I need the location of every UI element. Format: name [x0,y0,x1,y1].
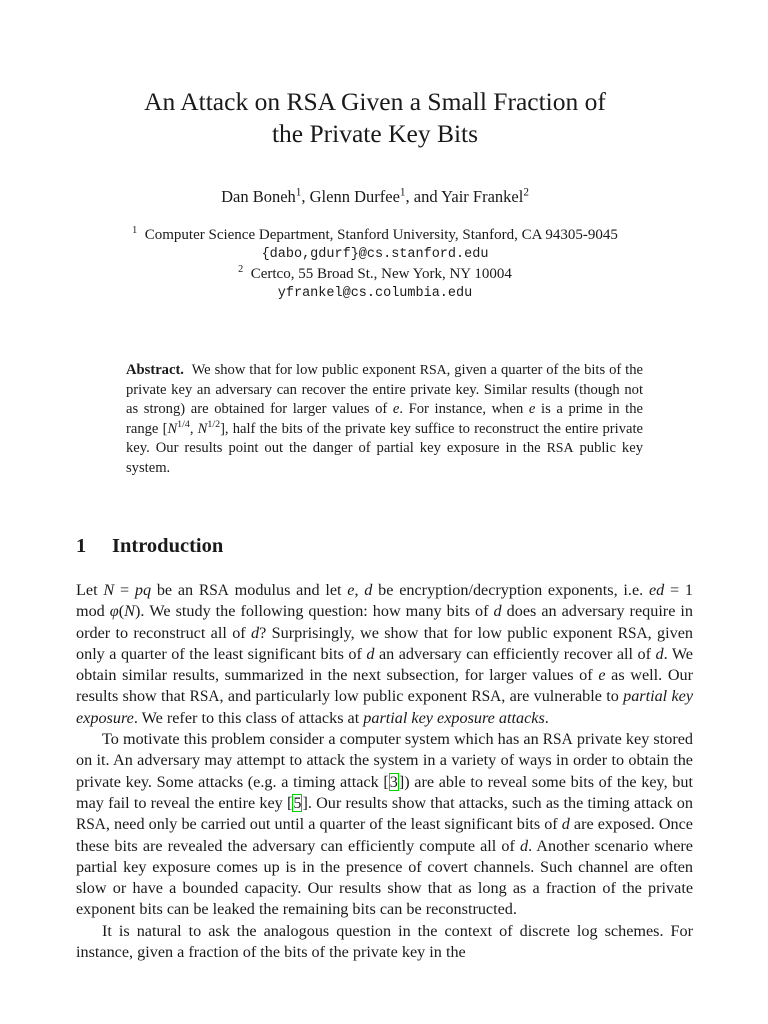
text: ). We study the following question: how many bits of [134,602,494,621]
text: Let [76,581,104,599]
body-text [76,580,693,963]
abstract-text: , [189,420,198,437]
affiliation-1 [60,226,690,264]
paragraph-1 [76,580,693,729]
title-line-1: An Attack on RSA Given a Small Fraction of [144,87,606,116]
math-var: d [655,644,664,663]
emphasis: partial key exposure [76,687,694,727]
title-line-2: the Private Key Bits [271,119,479,148]
paper-title [40,86,710,150]
text: . Another scenario where partial key exposure comes up is in the presence of covert channels. Such channel are often slow or have a bounded capacity. Our results show that as long as a fraction of the private exponent bits can be leaked the remaining bits can be reconstructed. [76,836,693,919]
citation-link[interactable]: 5 [293,793,302,812]
author-name: Dan Boneh [221,187,296,206]
affiliation-email[interactable]: {dabo,gdurf}@cs.stanford.edu [261,247,489,262]
abstract-term: RSA [419,363,447,378]
text: an adversary can efficiently recover all of [374,644,656,663]
text: ]) are able to reveal some bits of the key, but may fail to reveal the entire key [ [76,772,693,812]
author-separator: , and [405,187,442,206]
term: RSA [542,731,573,749]
math-var: ed [648,581,665,599]
term: RSA [76,816,106,834]
text: private key stored on it. An adversary may attempt to attack the system in a variety of ways in order to obtain the private key. Some attacks (e.g. a timing attack [ [76,730,693,791]
section-number: 1 [76,535,87,557]
text: , and particularly low public exponent [219,687,472,706]
math-var: N [124,602,135,621]
text: be an [151,581,199,599]
author-affiliation-mark: 1 [295,186,302,199]
math-exponent: 1/2 [207,418,221,430]
text: , need only be carried out until a quarter of the least significant bits of [105,815,562,834]
math-var: e [598,666,606,685]
math-var: d [493,602,502,621]
text: ( [118,602,125,621]
affiliation-text: Computer Science Department, Stanford University, Stanford, CA 94305-9045 [144,227,618,243]
abstract [126,361,643,479]
text: be encryption/decryption exponents, i.e. [372,581,649,599]
text: as well. Our results show that [76,666,693,706]
text: . We obtain similar results, summarized in the next subsection, for larger values of [76,644,693,685]
text: = 1 mod [76,581,694,621]
text: , given only a quarter of the least significant bits of [76,623,693,663]
abstract-label: Abstract. [126,362,184,378]
paragraph-3: It is natural to ask the analogous question in the context of discrete log schemes. For instance, given a fraction of the bits of the private key in the [76,921,693,962]
math-var: pq [134,581,152,599]
text: . [544,708,549,727]
citation-link[interactable]: 3 [389,772,398,791]
math-var: e [347,581,355,599]
math-var: d [519,836,529,855]
math-var: e [392,401,400,418]
author-list [60,187,690,207]
abstract-text: is a prime in the range [ [126,401,643,437]
math-var: d [364,581,373,599]
text: does an adversary require in order to reconstruct all of [76,602,693,642]
paragraph-2 [76,729,693,921]
affiliation-email[interactable]: yfrankel@cs.columbia.edu [277,286,473,301]
author-separator: , [301,187,310,206]
math-var: N [103,581,115,599]
author-affiliation-mark: 1 [399,186,406,199]
text: modulus and let [228,581,348,599]
abstract-text: ], half the bits of the private key suffice to reconstruct the entire private key. Our results point out the danger of partial key exposure in the [126,420,644,457]
term: RSA [471,688,502,706]
affiliation-mark: 1 [132,225,138,236]
author-name: Glenn Durfee [309,187,400,206]
author-affiliation-mark: 2 [523,186,529,199]
math-var: N [197,420,208,437]
abstract-text: , given a quarter of the bits of the private key an adversary can recover the entire private key. Similar results (though not as strong) are obtained for larger values of [126,362,643,418]
section-heading [76,534,223,558]
math-exponent: 1/4 [177,418,190,430]
text: To motivate this problem consider a computer system which has an [102,730,543,749]
affiliation-mark: 2 [238,264,244,275]
math-var: d [366,644,375,663]
text: , [354,581,365,599]
text: . We refer to this class of attacks at [133,708,364,727]
text: are exposed. Once these bits are revealed the adversary can efficiently compute all of [76,815,693,855]
math-var: d [251,623,260,642]
math-var: d [561,815,570,834]
text: = [114,581,135,599]
abstract-text: . For instance, when [399,401,529,418]
math-var: N [167,420,178,437]
abstract-term: RSA [546,441,574,457]
abstract-text: public key system. [126,440,643,476]
term: RSA [617,624,648,642]
text: ? Surprisingly, we show that for low public exponent [259,623,618,642]
math-var: e [528,401,536,418]
section-title: Introduction [112,535,224,557]
text: , are vulnerable to [501,687,624,706]
affiliation-2 [60,265,690,303]
term: RSA [189,688,220,706]
term: RSA [198,582,229,599]
author-name: Yair Frankel [441,187,524,206]
affiliation-text: Certco, 55 Broad St., New York, NY 10004 [250,266,512,282]
emphasis: partial key exposure attacks [363,708,545,727]
math-var: φ [109,602,119,621]
text: ]. Our results show that attacks, such as the timing attack on [302,793,693,812]
abstract-text: We show that for low public exponent [191,362,420,378]
